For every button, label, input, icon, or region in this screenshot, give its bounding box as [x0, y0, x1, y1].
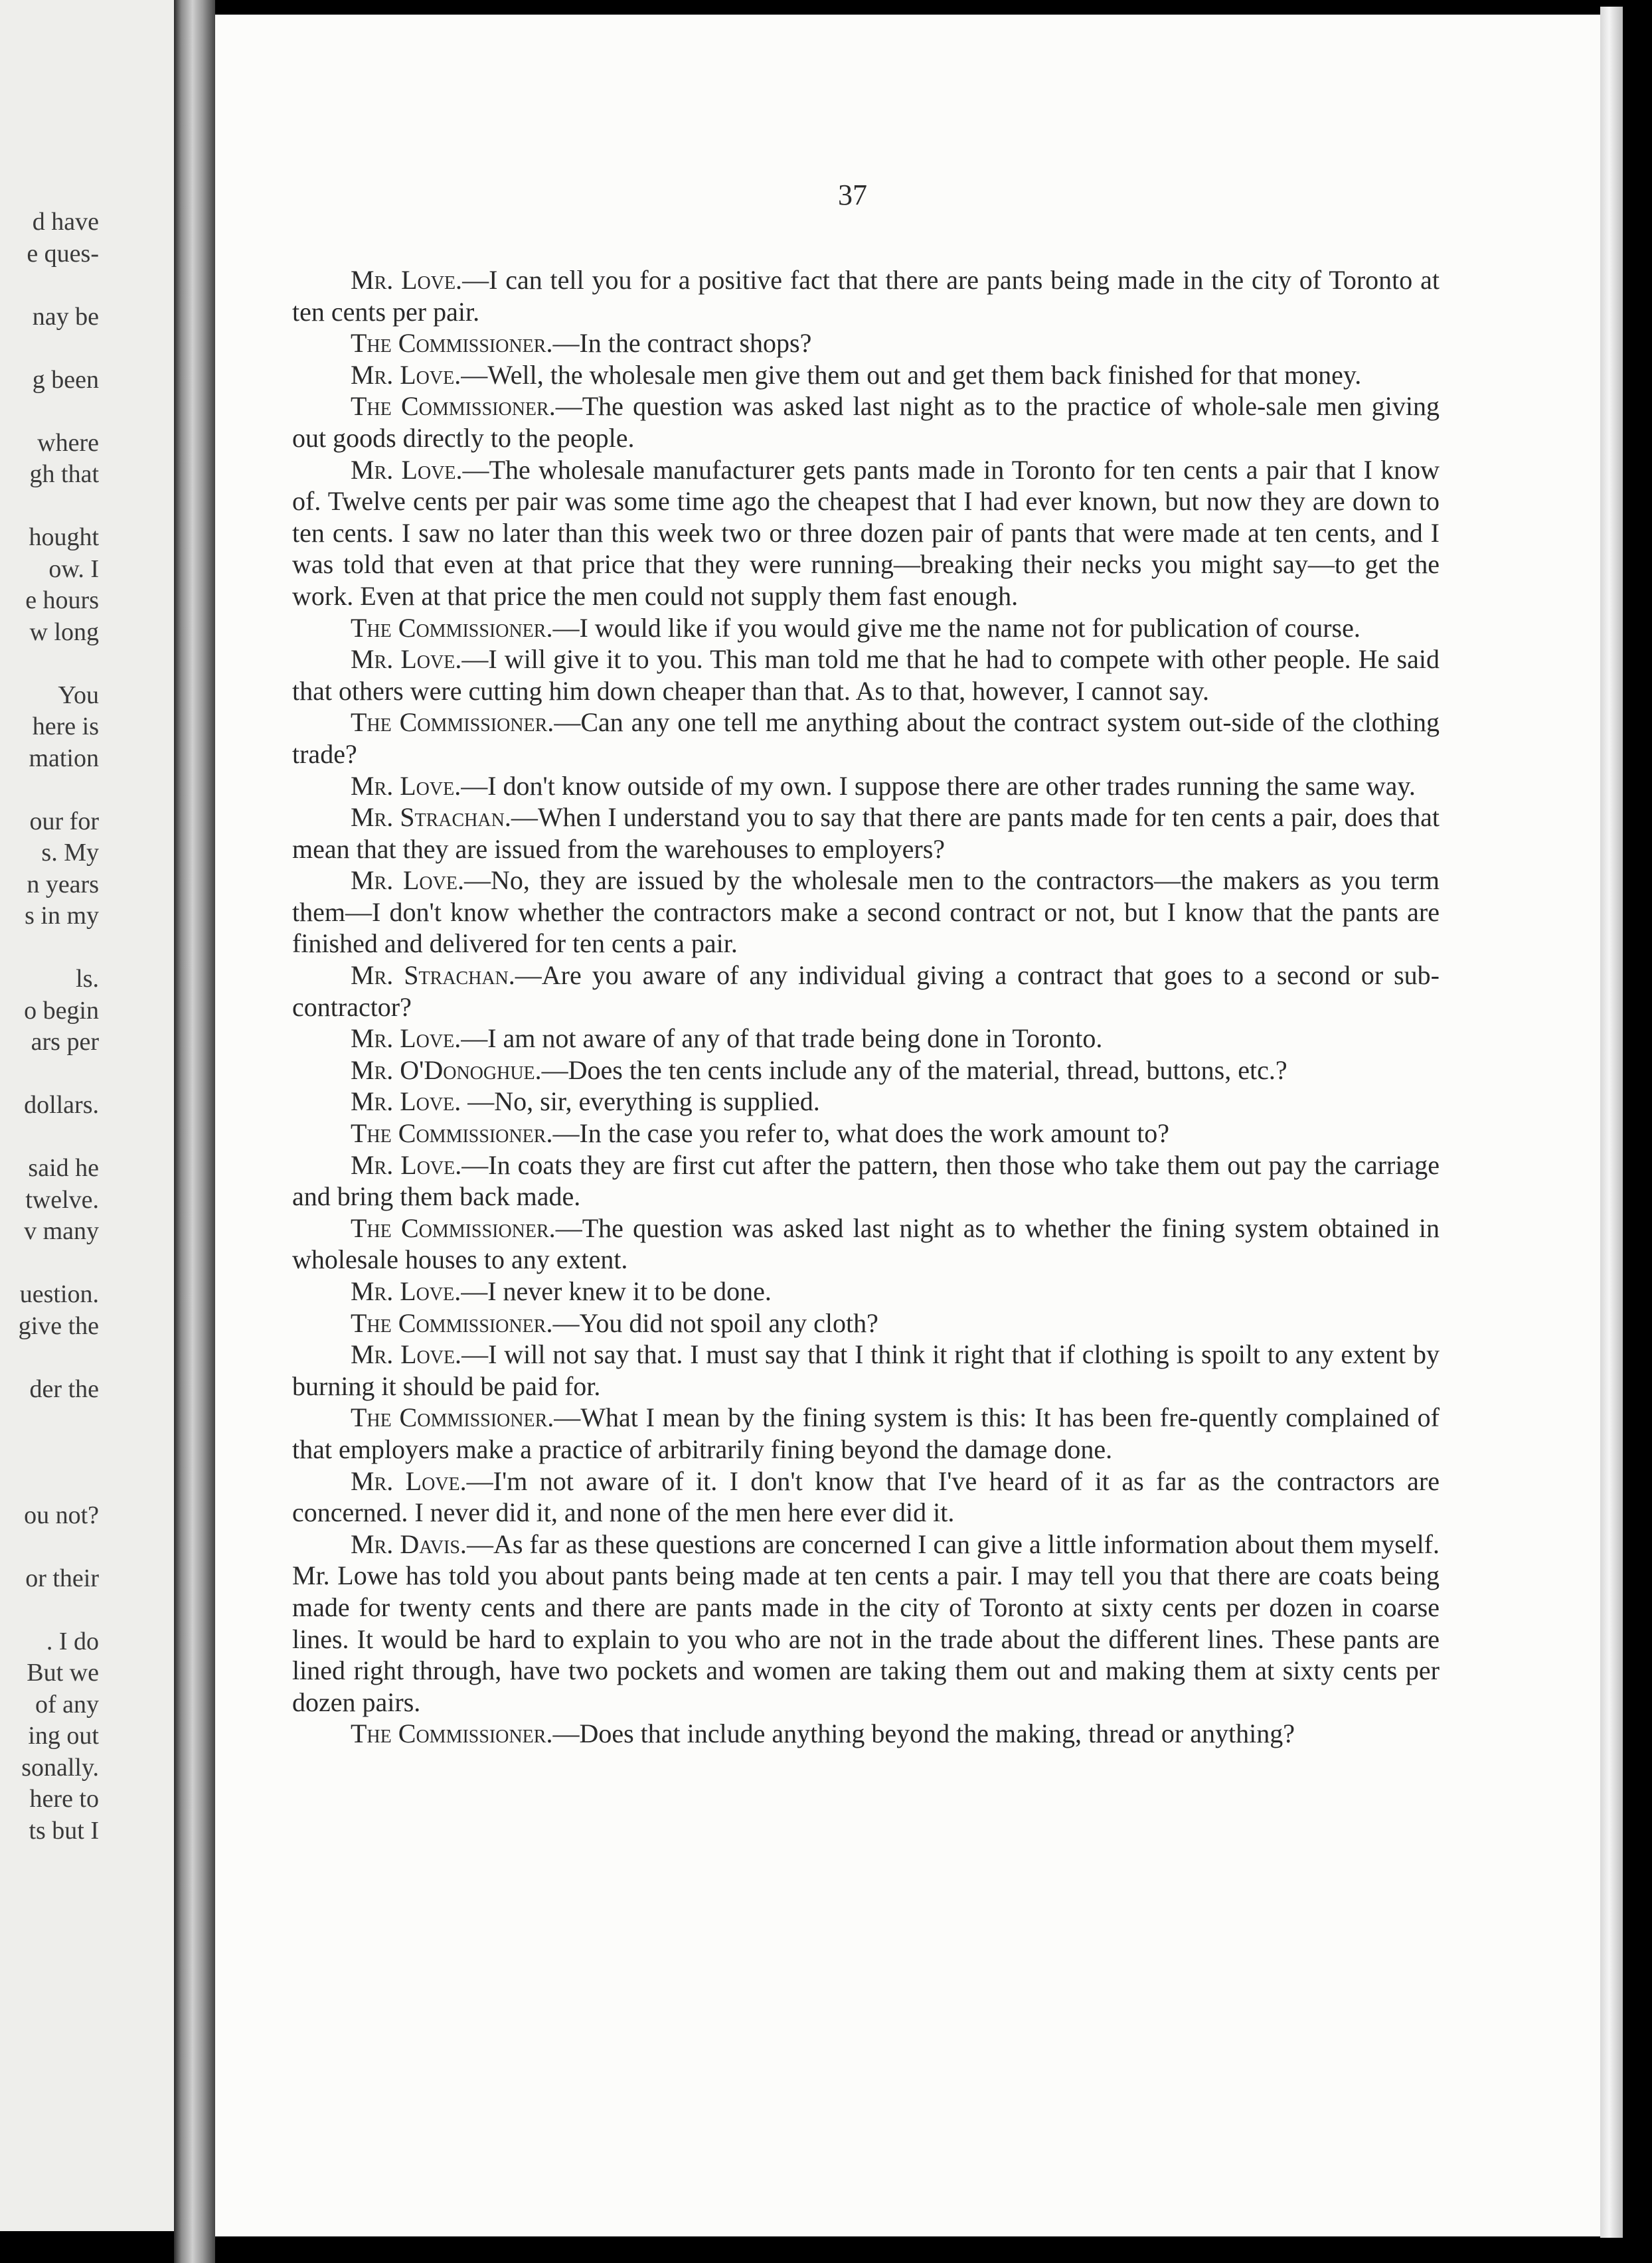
speaker-name: Mr. Strachan. [351, 960, 515, 991]
speech-text: —The question was asked last night as to whether the fining system obtained in wholesale houses to any extent. [292, 1213, 1440, 1275]
left-page-line: s in my [25, 902, 99, 930]
testimony-paragraph [292, 1086, 1440, 1118]
left-page-line: n years [27, 870, 99, 898]
speech-text: —No, they are issued by the wholesale men to the contractors—the makers as you term them—I don't know whether the contractors make a second contract or not, but I know that the pants are finished and delivered for ten cents a pair. [292, 865, 1440, 959]
speech-text: —I am not aware of any of that trade being done in Toronto. [461, 1023, 1103, 1054]
left-page-line: here is [32, 712, 99, 740]
left-page-line: ing out [28, 1722, 99, 1750]
testimony-paragraph [292, 1529, 1440, 1718]
testimony-paragraph [292, 390, 1440, 454]
speech-text: —Does the ten cents include any of the material, thread, buttons, etc.? [541, 1054, 1287, 1085]
speaker-name: The Commissioner. [351, 612, 553, 643]
speaker-name: The Commissioner. [351, 1118, 553, 1149]
speaker-name: Mr. Love. [351, 1276, 461, 1306]
left-page-line: dollars. [24, 1091, 99, 1119]
speaker-name: Mr. O'Donoghue. [351, 1054, 542, 1085]
speech-text: —The wholesale manufacturer gets pants made in Toronto for ten cents a pair that I know of. Twelve cents per pair was some time ago the cheapest that I had ever known, but now they are down to ten cents. I saw no later than this week two or three dozen pair of pants that were made at ten cents, and I was told that even at that price that they were running—breaking their necks you might say—to get the work. Even at that price the men could not supply them fast enough. [292, 454, 1440, 611]
speech-text: —I never knew it to be done. [461, 1276, 772, 1306]
speaker-name: Mr. Love. [351, 1149, 462, 1180]
testimony-paragraph [292, 454, 1440, 612]
speaker-name: Mr. Love. [351, 265, 463, 295]
left-page-line: v many [24, 1217, 99, 1245]
testimony-paragraph [292, 359, 1440, 391]
speaker-name: Mr. Love. [351, 359, 461, 390]
left-page-line: said he [28, 1154, 99, 1182]
testimony-paragraph [292, 1054, 1440, 1086]
speaker-name: The Commissioner. [351, 328, 553, 359]
speech-text: —I will give it to you. This man told me that he had to compete with other people. He said that others were cutting him down cheaper than that. As to that, however, I cannot say. [292, 644, 1440, 706]
testimony-paragraph [292, 1402, 1440, 1465]
left-page-line: mation [29, 744, 99, 772]
speech-text: —Does that include anything beyond the making, thread or anything? [552, 1718, 1295, 1749]
speaker-name: Mr. Love. [351, 770, 461, 801]
left-page-line: or their [25, 1564, 99, 1592]
testimony-paragraph [292, 264, 1440, 327]
speaker-name: The Commissioner. [351, 1402, 554, 1433]
left-page-line: o begin [24, 996, 99, 1025]
left-page-line: nay be [32, 302, 99, 331]
speech-text: —What I mean by the fining system is this: It has been fre-quently complained of that employers make a practice of arbitrarily fining beyond the damage done. [292, 1402, 1440, 1464]
left-page-line: w long [29, 618, 99, 646]
speaker-name: The Commissioner. [351, 1307, 553, 1338]
left-page-line: ls. [76, 965, 99, 993]
left-page-line: ars per [31, 1028, 99, 1056]
testimony-paragraph [292, 1118, 1440, 1149]
testimony-paragraph [292, 612, 1440, 644]
testimony-paragraph [292, 1466, 1440, 1529]
left-page-line: ts but I [29, 1816, 99, 1845]
speech-text: —No, sir, everything is supplied. [461, 1086, 820, 1117]
left-page-line: gh that [29, 460, 99, 488]
speech-text: —Can any one tell me anything about the contract system out-side of the clothing trade? [292, 707, 1440, 769]
left-page-line: uestion. [19, 1280, 99, 1308]
transcript-body [292, 264, 1440, 1750]
speaker-name: Mr. Love. [351, 644, 462, 675]
speaker-name: The Commissioner. [351, 707, 554, 738]
left-page-line: give the [18, 1311, 99, 1340]
left-page-line: s. My [41, 839, 99, 867]
speech-text: —The question was asked last night as to the practice of whole-sale men giving out goods directly to the people. [292, 391, 1440, 453]
speech-text: —In coats they are first cut after the pattern, then those who take them out pay the carriage and bring them back made. [292, 1149, 1440, 1212]
testimony-paragraph [292, 865, 1440, 960]
speech-text: —Well, the wholesale men give them out and get them back finished for that money. [461, 359, 1362, 390]
testimony-paragraph [292, 1718, 1440, 1750]
testimony-paragraph [292, 1307, 1440, 1339]
speaker-name: Mr. Love. [351, 1023, 461, 1054]
page-edge-shadow [1600, 7, 1623, 2238]
testimony-paragraph [292, 327, 1440, 359]
left-page-line: sonally. [21, 1753, 99, 1782]
testimony-paragraph [292, 1276, 1440, 1307]
testimony-paragraph [292, 707, 1440, 770]
left-page-line: hought [29, 523, 99, 551]
speaker-name: Mr. Davis. [351, 1529, 467, 1559]
testimony-paragraph [292, 1213, 1440, 1276]
testimony-paragraph [292, 1149, 1440, 1213]
speech-text: —You did not spoil any cloth? [552, 1307, 878, 1338]
speech-text: —When I understand you to say that there are pants made for ten cents a pair, does that mean that they are issued from the warehouses to employers? [292, 802, 1440, 864]
speech-text: —I will not say that. I must say that I think it right that if clothing is spoilt to any extent by burning it should be paid for. [292, 1339, 1440, 1401]
speech-text: —I don't know outside of my own. I suppose there are other trades running the same way. [461, 770, 1416, 801]
left-page-line: . I do [46, 1627, 99, 1655]
speaker-name: Mr. Strachan. [351, 802, 511, 833]
left-page-line: ow. I [48, 554, 99, 583]
speaker-name: The Commissioner. [351, 391, 556, 422]
speech-text: —In the case you refer to, what does the work amount to? [552, 1118, 1170, 1149]
testimony-paragraph [292, 1023, 1440, 1054]
speech-text: —In the contract shops? [552, 328, 812, 359]
speaker-name: Mr. Love. [351, 1466, 467, 1496]
speech-text: —As far as these questions are concerned I can give a little information about them myself. Mr. Lowe has told you about pants being made at ten cents a pair. I may tell you that there are coats being made for twenty cents and there are pants made in the city of Toronto at sixty cents per dozen in coarse lines. It would be hard to explain to you who are not in the trade about the different lines. These pants are lined right through, have two pockets and women are taking them out and making them at sixty cents per dozen pairs. [292, 1529, 1440, 1717]
left-page-line: where [37, 428, 99, 457]
left-page-line: But we [27, 1659, 99, 1687]
page-number: 37 [838, 179, 867, 211]
speaker-name: Mr. Love. [351, 1086, 461, 1117]
left-page-line: twelve. [25, 1185, 99, 1214]
speech-text: —I'm not aware of it. I don't know that I've heard of it as far as the contractors are concerned. I never did it, and none of the men here ever did it. [292, 1466, 1440, 1528]
left-page-line: here to [29, 1785, 99, 1813]
testimony-paragraph [292, 770, 1440, 802]
speech-text: —I would like if you would give me the name not for publication of course. [552, 612, 1361, 643]
speech-text: —I can tell you for a positive fact that there are pants being made in the city of Toronto at ten cents per pair. [292, 265, 1440, 327]
left-page-line: e hours [25, 586, 99, 614]
testimony-paragraph [292, 960, 1440, 1023]
left-page-line: d have [32, 208, 99, 236]
speaker-name: The Commissioner. [351, 1213, 556, 1243]
testimony-paragraph [292, 1339, 1440, 1402]
testimony-paragraph [292, 643, 1440, 707]
speaker-name: The Commissioner. [351, 1718, 553, 1749]
speaker-name: Mr. Love. [351, 454, 463, 485]
left-page-line: ou not? [24, 1501, 99, 1529]
left-page-line: g been [32, 365, 99, 394]
left-page-line: of any [35, 1690, 99, 1718]
left-page-line: der the [29, 1375, 99, 1403]
book-spine-gutter [174, 0, 215, 2263]
speaker-name: Mr. Love. [351, 1339, 462, 1370]
testimony-paragraph [292, 801, 1440, 865]
speaker-name: Mr. Love. [351, 865, 464, 896]
left-facing-page [0, 0, 174, 2231]
left-page-line: You [58, 681, 99, 709]
left-page-line: our for [29, 807, 99, 835]
left-page-line: e ques- [27, 239, 99, 268]
speech-text: —Are you aware of any individual giving a contract that goes to a second or sub-contractor? [292, 960, 1440, 1022]
